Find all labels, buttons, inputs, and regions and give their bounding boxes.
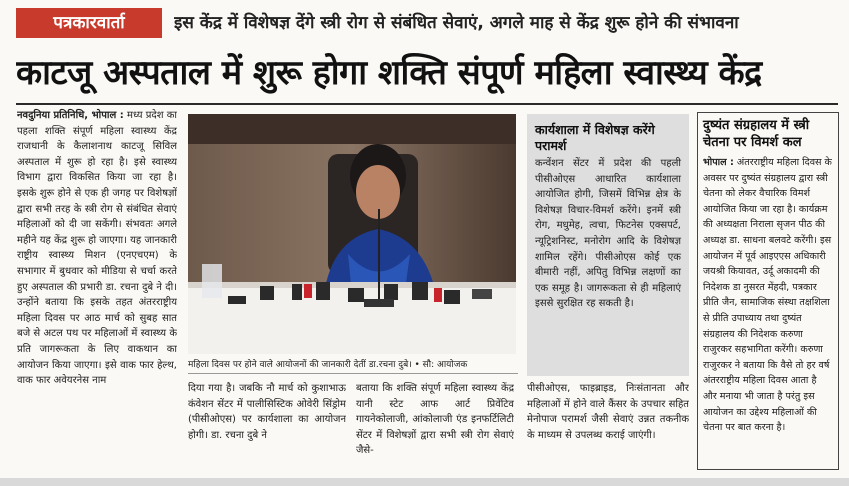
tagline-row (16, 8, 838, 38)
article-column-2: दिया गया है। जबकि नौ मार्च को कुशाभाऊ कंवेशन सेंटर में पालीसिस्टिक ओवेरी सिंड्रोम (पीसीओएस) पर कार्यशाला का आयोजन होगी। डा. रचना दुबे ने (188, 383, 346, 441)
box-byline: भोपाल : (703, 157, 734, 168)
workshop-sidebar (527, 114, 689, 376)
box-body (703, 155, 833, 436)
article-column-1 (17, 108, 177, 476)
bottom-bar (0, 478, 849, 486)
box-text: अंतरराष्ट्रीय महिला दिवस के अवसर पर दुष्यंत संग्रहालय द्वारा स्त्री चेतना को लेकर वैचारिक विमर्श आयोजित किया जा रहा है। कार्यक्रम की अध्यक्षता निराला सृजन पीठ की अध्यक्ष डा. साधना बलवटे करेंगी। इस आयोजन में पूर्व आइएएस अधिकारी जयश्री कियावत, उर्दू अकादमी की निदेशक डा नुसरत मेंहदी, पत्रकार प्रीति जैन, सामाजिक संस्था तक्षशिला से प्रीति उपाध्याय तथा दुष्यंत संग्रहालय की निदेशक करुणा राजुरकर सहभागिता करेंगी। करुणा राजुरकर ने बताया कि वैसे तो हर वर्ष अंतरराष्ट्रीय महिला दिवस आता है और मनाया भी जाता है परंतु इस आयोजन का उद्देश्य महिलाओं की चेतना पर बात करना है। (703, 157, 832, 434)
headline-rule (16, 103, 838, 105)
headline: काटजू अस्पताल में शुरू होगा शक्ति संपूर्ण महिला स्वास्थ्य केंद्र (16, 53, 762, 93)
press-conference-photo (188, 114, 516, 354)
box-title: दुष्यंत संग्रहालय में स्त्री चेतना पर विमर्श कल (703, 118, 810, 150)
photo-illustration (188, 114, 516, 354)
sidebar-text: कन्वेंशन सेंटर में प्रदेश की पहली पीसीओएस आधारित कार्यशाला आयोजित होगी, जिसमें विभिन्न क्षेत्र के विशेषज्ञ विचार-विमर्श करेंगे। इनमें स्त्री रोग, मधुमेह, त्वचा, फिटनेस एक्सपर्ट, न्यूट्रिशनिस्ट, मनोरोग आदि के विशेषज्ञ शामिल रहेंगे। पीसीओएस कोई एक बीमारी नहीं, अपितु विभिन्न लक्षणों का एक समूह है। जागरूकता से ही महिलाएं इससे सुरक्षित रह सकती है। (535, 158, 681, 310)
museum-event-box (697, 112, 839, 470)
article-column-4: पीसीओएस, फाइब्राइड, निःसंतानता और महिलाओं में होने वाले कैंसर के उपचार सहित मेनोपाज परामर्श जैसी सेवाएं उन्नत तकनीक के माध्यम से उपलब्ध कराई जाएंगी। (527, 383, 689, 441)
section-tag: पत्रकारवार्ता (16, 8, 162, 38)
column-1-text: मध्य प्रदेश का पहला शक्ति संपूर्ण महिला स्वास्थ्य केंद्र राजधानी के कैलाशनाथ काटजू सिविल अस्पताल में शुरू हो रहा है। इसे स्वास्थ्य विभाग द्वारा विकसित किया जा रहा है। इसके शुरू होने से एक ही जगह पर विशेषज्ञों द्वारा सभी तरह के स्त्री रोग से संबंधित सेवाएं महिलाओं को दी जा सकेंगी। संभवतः अगले महीने यह केंद्र शुरू हो जाएगा। यह जानकारी राष्ट्रीय स्वास्थ्य मिशन (एनएचएम) के सभागार में बुधवार को मीडिया से चर्चा करते हुए अस्पताल की प्रभारी डा. रचना दुबे ने दी। उन्होंने बताया कि इसके तहत अंतरराष्ट्रीय महिला दिवस पर आठ मार्च को सुबह सात बजे से अटल पथ पर महिलाओं में स्वास्थ्य के प्रति जागरूकता के लिए वाकथान का आयोजन किया जाएगा। इसे वाक फार हेल्थ, वाक फार अवेयरनेस नाम (17, 110, 177, 387)
photo-caption: महिला दिवस पर होने वाले आयोजनों की जानकारी देतीं डा.रचना दुबे। • सौ: आयोजक (188, 357, 518, 374)
sidebar-title: कार्यशाला में विशेषज्ञ करेंगे परामर्श (535, 122, 655, 153)
subheadline: इस केंद्र में विशेषज्ञ देंगे स्त्री रोग से संबंधित सेवाएं, अगले माह से केंद्र शुरू होने की संभावना (174, 13, 739, 33)
article-column-3: बताया कि शक्ति संपूर्ण महिला स्वास्थ्य केंद्र यानी स्टेट आफ आर्ट प्रिवेंटिव गायनेकोलाजी, आंकोलाजी एंड इनफर्टिलिटी सेंटर में विशेषज्ञों द्वारा सभी स्त्री रोग सेवाएं जैसे- (356, 383, 514, 457)
byline: नवदुनिया प्रतिनिधि, भोपाल : (17, 110, 124, 121)
